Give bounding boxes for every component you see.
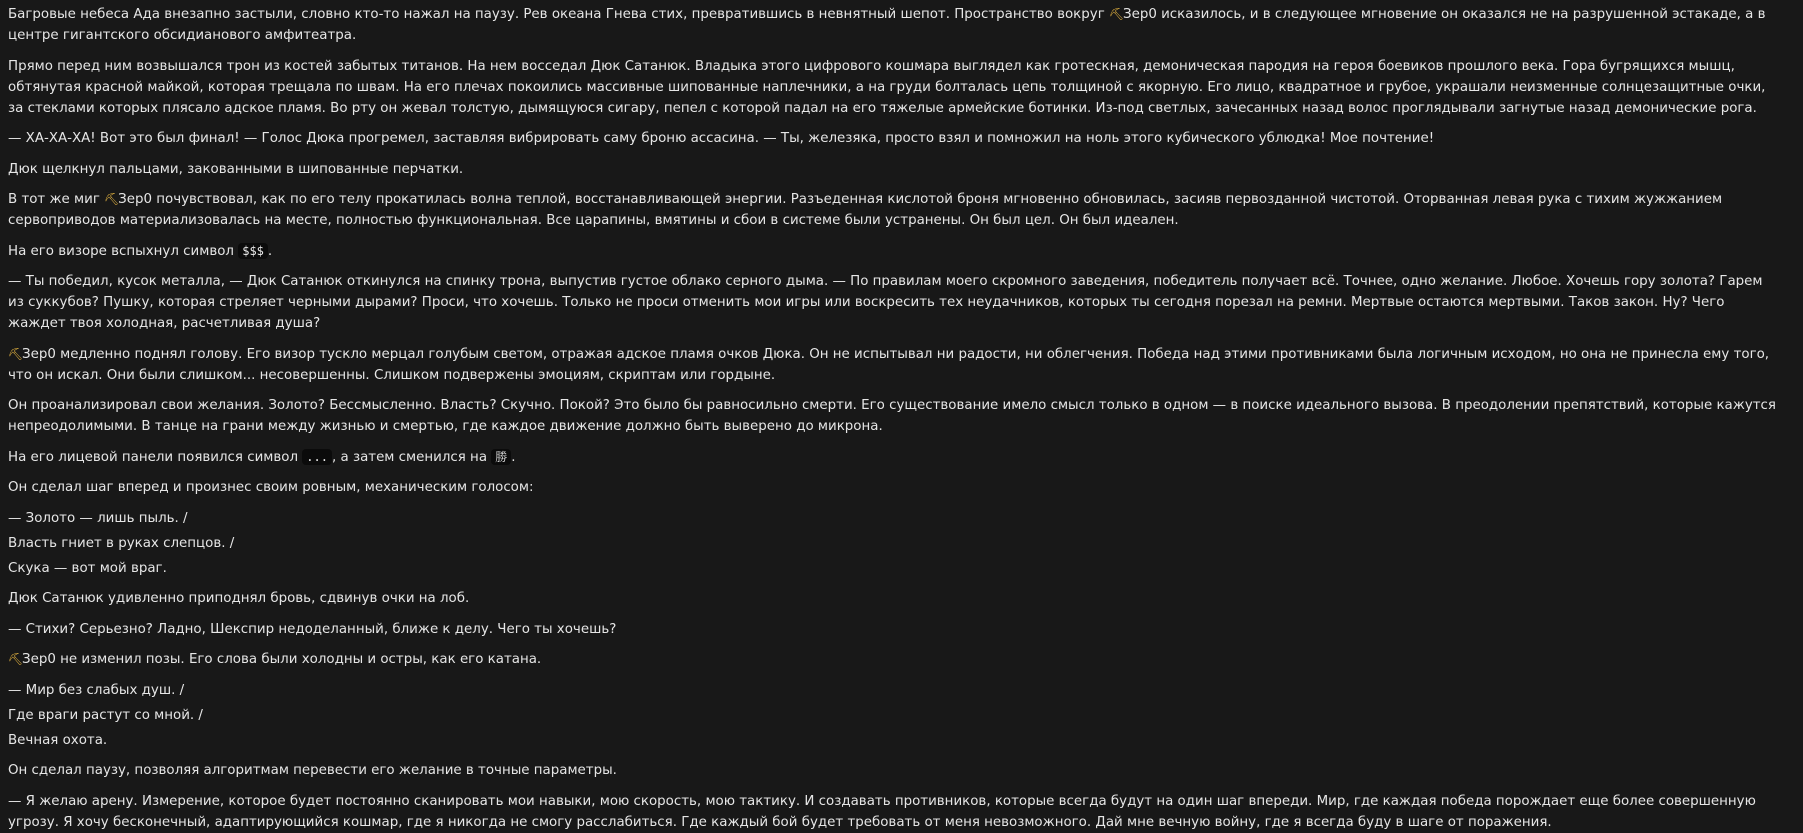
paragraph-text: Зер0 не изменил позы. Его слова были холодны и остры, как его катана. — [22, 652, 542, 667]
pickaxe-icon: ⛏ — [104, 192, 120, 206]
pickaxe-icon: ⛏ — [1109, 7, 1125, 21]
paragraph-2: Прямо перед ним возвышался трон из костей забытых титанов. На нем восседал Дюк Сатанюк. Владыка этого цифрового кошмара выглядел как гротескная, демоническая пародия на героя боевиков прошлого века. Гора бугрящихся мышц, обтянутая красной майкой, которая трещала по швам. На его плечах покоились массивные шипованные наплечники, а на груди болталась цепь толщиной с якорную. Его лицо, квадратное и грубое, украшали неизменные солнцезащитные очки, за стеклами которых плясало адское пламя. Во рту он жевал толстую, дымящуюся сигару, пепел с которой падал на его тяжелые армейские ботинки. Из-под светлых, зачесанных назад волос проглядывали загнутые назад демонические рога. — [8, 58, 1766, 116]
paragraph-text: На его лицевой панели появился символ — [8, 449, 303, 465]
paragraph-text: Зер0 почувствовал, как по его телу прокатилась волна теплой, восстанавливающей энергии. Разъеденная кислотой броня мгновенно обновилась, засияв первозданной чистотой. Оторванная левая рука с тихим жужжанием сервоприводов материализовалась на месте, полностью функциональная. Все царапины, вмятины и сбои в системе были устранены. Он был цел. Он был идеален. — [8, 192, 1723, 228]
pickaxe-icon: ⛏ — [8, 652, 24, 666]
paragraph-text: . — [511, 449, 516, 465]
verse-line: Скука — вот мой враг. — [8, 560, 167, 576]
paragraph-11: Он сделал шаг вперед и произнес своим ровным, механическим голосом: — [8, 480, 534, 495]
inline-code-symbol: ... — [302, 449, 332, 465]
verse-line: — Золото — лишь пыль. / — [8, 510, 188, 526]
verse-line: Власть гниет в руках слепцов. / — [8, 535, 235, 551]
paragraph-9: Он проанализировал свои желания. Золото? Бессмысленно. Власть? Скучно. Покой? Это было бы равносильно смерти. Его существование имело смысл только в одном — в поиске идеального вызова. В преодолении препятствий, которые кажутся непреодолимыми. В танце на грани между жизнью и смертью, где каждое движение должно быть выверено до микрона. — [8, 398, 1776, 434]
paragraph-7: — Ты победил, кусок металла, — Дюк Сатанюк откинулся на спинку трона, выпустив густое облако серного дыма. — По правилам моего скромного заведения, победитель получает всё. Точнее, одно желание. Любое. Хочешь гору золота? Гарем из суккубов? Пушку, которая стреляет черными дырами? Проси, что хочешь. Только не проси отменить мои игры или воскресить тех неудачников, которых ты сегодня порезал на ремни. Мертвые остаются мертвыми. Таков закон. Ну? Чего жаждет твоя холодная, расчетливая душа? — [8, 274, 1763, 331]
paragraph-16: — Стихи? Серьезно? Ладно, Шекспир недоделанный, ближе к делу. Чего ты хочешь? — [8, 621, 617, 637]
verse-line: — Мир без слабых душ. / — [8, 682, 185, 698]
paragraph-5 — [8, 189, 1779, 231]
paragraph-text: Зер0 медленно поднял голову. Его визор тускло мерцал голубым светом, отражая адское пламя очков Дюка. Он не испытывал ни радости, ни облегчения. Победа над этими противниками была логичным исходом, но она не принесла ему того, что он искал. Они были слишком... несовершенны. Слишком подвержены эмоциям, скриптам или гордыне. — [8, 346, 1770, 383]
verse-line: Вечная охота. — [8, 732, 108, 748]
paragraph-text: На его визоре вспыхнул символ — [8, 243, 239, 259]
inline-code-symbol: $$$ — [238, 243, 268, 259]
paragraph-15: Дюк Сатанюк удивленно приподнял бровь, сдвинув очки на лоб. — [8, 591, 470, 606]
paragraph-text: , а затем сменился на — [331, 449, 492, 465]
paragraph-22: — Я желаю арену. Измерение, которое будет постоянно сканировать мои навыки, мою скорость, мою тактику. И создавать противников, которые всегда будут на один шаг впереди. Мир, где каждая победа порождает еще более совершенную угрозу. Я хочу бесконечный, адаптирующийся кошмар, где я никогда не смогу расслабиться. Где каждый бой будет требовать от меня невозможного. Дай мне вечную войну, где я всегда буду в шаге от поражения. — [8, 793, 1756, 830]
paragraph-3: — ХА-ХА-ХА! Вот это был финал! — Голос Дюка прогремел, заставляя вибрировать саму броню ассасина. — Ты, железяка, просто взял и помножил на ноль этого кубического ублюдка! Мое почтение! — [8, 131, 1435, 146]
paragraph-21: Он сделал паузу, позволяя алгоритмам перевести его желание в точные параметры. — [8, 763, 617, 778]
verse-line: Где враги растут со мной. / — [8, 707, 203, 723]
inline-code-symbol: 勝 — [491, 449, 511, 465]
paragraph-6 — [8, 241, 1779, 262]
paragraph-8 — [8, 344, 1779, 386]
paragraph-10 — [8, 447, 1779, 468]
paragraph-text: . — [267, 243, 273, 259]
pickaxe-icon: ⛏ — [8, 346, 24, 361]
paragraph-text: Зер0 исказилось, и в следующее мгновение он оказался не на разрушенной эстакаде, а в центре гигантского обсидианового амфитеатра. — [8, 7, 1766, 43]
paragraph-4: Дюк щелкнул пальцами, закованными в шипованные перчатки. — [8, 161, 464, 177]
paragraph-text: В тот же миг — [8, 192, 105, 207]
paragraph-1 — [8, 4, 1779, 46]
paragraph-text: Багровые небеса Ада внезапно застыли, словно кто-то нажал на паузу. Рев океана Гнева стих, превратившись в невнятный шепот. Пространство вокруг — [8, 7, 1109, 22]
paragraph-17 — [8, 649, 1779, 670]
